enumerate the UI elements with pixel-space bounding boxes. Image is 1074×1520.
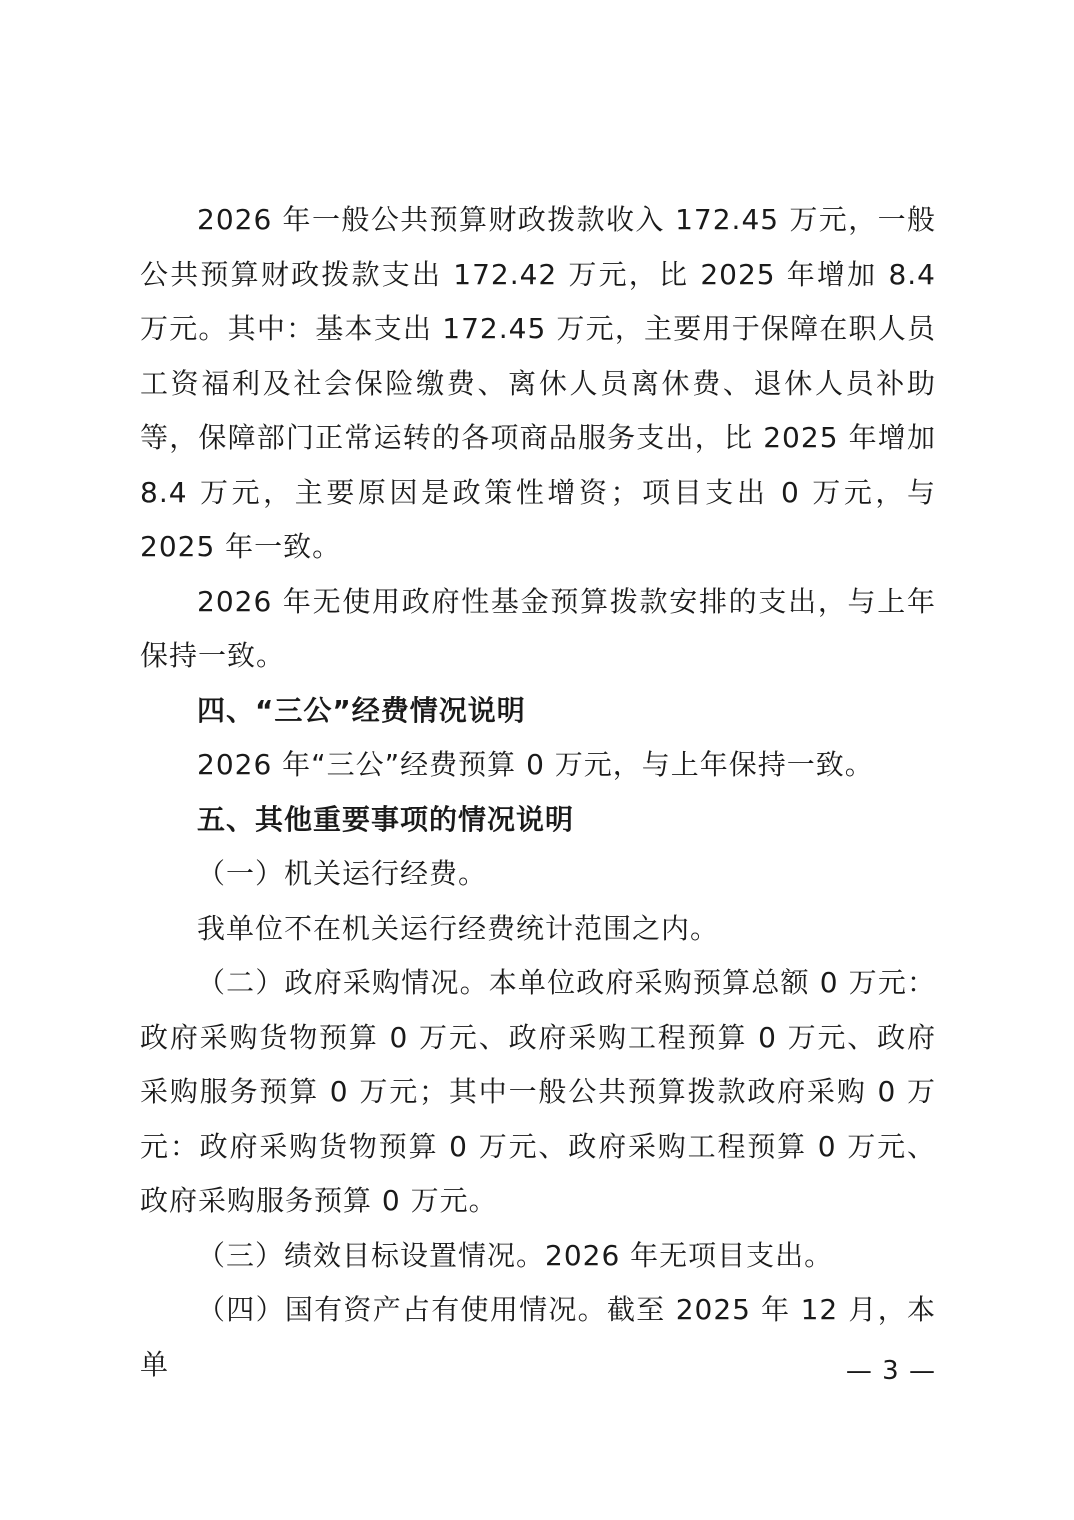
paragraph-government-procurement: （二）政府采购情况。本单位政府采购预算总额 0 万元：政府采购货物预算 0 万元、政府采购工程预算 0 万元、政府采购服务预算 0 万元；其中一般公共预算拨款政府采购 0 万元：政府采购货物预算 0 万元、政府采购工程预算 0 万元、政府采购服务预算 0 万元。: [140, 966, 936, 1217]
paragraph-operating-expenses: 我单位不在机关运行经费统计范围之内。: [197, 911, 720, 945]
section-heading-three-public: 四、“三公”经费情况说明: [197, 693, 526, 727]
paragraph-general-budget: 2026 年一般公共预算财政拨款收入 172.45 万元，一般公共预算财政拨款支出 172.42 万元，比 2025 年增加 8.4 万元。其中：基本支出 172.45 万元，主要用于保障在职人员工资福利及社会保险缴费、离休人员离休费、退休人员补助等，保障部门正常运转的各项商品服务支出，比 2025 年增加 8.4 万元，主要原因是政策性增资；项目支出 0 万元，与 2025 年一致。: [140, 203, 936, 563]
page-number: — 3 —: [845, 1356, 936, 1386]
paragraph-performance-targets: （三）绩效目标设置情况。2026 年无项目支出。: [197, 1238, 834, 1272]
section-heading-other-matters: 五、其他重要事项的情况说明: [197, 802, 575, 836]
document-body: [140, 193, 936, 1392]
paragraph-government-fund: 2026 年无使用政府性基金预算拨款安排的支出，与上年保持一致。: [140, 584, 936, 672]
subheading-operating-expenses: （一）机关运行经费。: [197, 857, 488, 890]
paragraph-state-assets: （四）国有资产占有使用情况。截至 2025 年 12 月，本单: [140, 1293, 936, 1381]
paragraph-three-public-budget: 2026 年“三公”经费预算 0 万元，与上年保持一致。: [197, 748, 874, 781]
